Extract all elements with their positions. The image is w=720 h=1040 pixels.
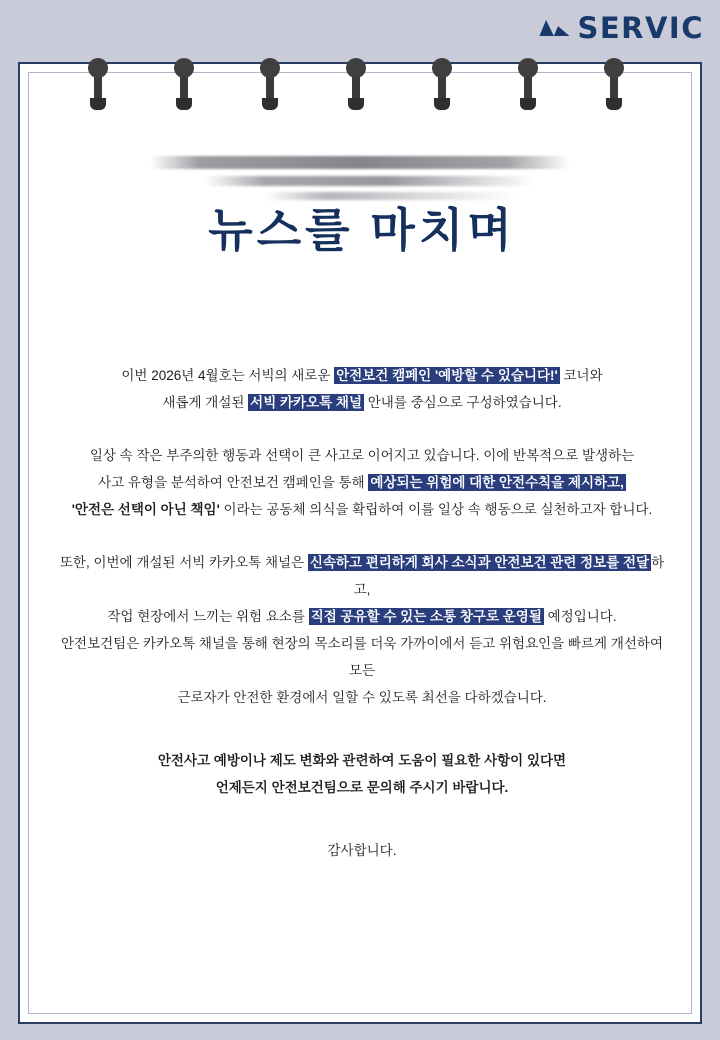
paragraph-line xyxy=(56,630,668,684)
text-run: 감사합니다. xyxy=(327,843,397,858)
text-run: 안전사고 예방이나 제도 변화와 관련하여 도움이 필요한 사항이 있다면 xyxy=(157,753,567,768)
page-title: 뉴스를 마치며 xyxy=(208,204,516,256)
text-run: 또한, 이번에 개설된 서빅 카카오톡 채널은 xyxy=(59,555,308,570)
text-run: 작업 현장에서 느끼는 위험 요소를 xyxy=(107,609,309,624)
text-run: 사고 유형을 분석하여 안전보건 캠페인을 통해 xyxy=(98,475,369,490)
highlighted-text: 안전보건 캠페인 '예방할 수 있습니다!' xyxy=(336,368,558,383)
paragraph-intro xyxy=(56,362,668,416)
text-run: 일상 속 작은 부주의한 행동과 선택이 큰 사고로 이어지고 있습니다. 이에 반복적으로 발생하는 xyxy=(89,448,635,463)
paragraph-line xyxy=(56,684,668,711)
scribble-stroke-icon xyxy=(205,176,535,186)
brand-logo xyxy=(539,11,720,45)
paragraph-line xyxy=(56,837,668,864)
paragraph-line xyxy=(56,603,668,630)
text-run: 새롭게 개설된 xyxy=(162,395,249,410)
text-run: 근로자가 안전한 환경에서 일할 수 있도록 최선을 다하겠습니다. xyxy=(177,690,547,705)
text-run: '안전은 선택이 아닌 책임' xyxy=(71,502,220,517)
paragraph-thanks xyxy=(56,837,668,864)
brand-name: SERVIC xyxy=(577,11,704,45)
mountain-logo-icon xyxy=(539,20,569,36)
scribble-stroke-icon xyxy=(150,156,570,169)
paragraph-line xyxy=(56,362,668,389)
paragraph-line xyxy=(56,496,668,523)
highlighted-text: 신속하고 편리하게 회사 소식과 안전보건 관련 정보를 전달 xyxy=(309,555,650,570)
text-run: 언제든지 안전보건팀으로 문의해 주시기 바랍니다. xyxy=(215,780,509,795)
paragraph-line xyxy=(56,389,668,416)
text-run: 하고, xyxy=(353,555,665,597)
text-run: 이라는 공동체 의식을 확립하여 이를 일상 속 행동으로 실천하고자 합니다. xyxy=(219,502,653,517)
text-run: 이번 2026년 4월호는 서빅의 새로운 xyxy=(121,368,335,383)
highlighted-text: 직접 공유할 수 있는 소통 창구로 운영될 xyxy=(310,609,542,624)
highlighted-text: 예상되는 위험에 대한 안전수칙을 제시하고, xyxy=(370,475,624,490)
text-run: 안전보건팀은 카카오톡 채널을 통해 현장의 목소리를 더욱 가까이에서 듣고 위험요인을 빠르게 개선하여 모든 xyxy=(60,636,664,678)
paragraph-campaign xyxy=(56,442,668,523)
paragraph-kakao xyxy=(56,549,668,711)
text-run: 예정입니다. xyxy=(543,609,617,624)
paragraph-line xyxy=(56,442,668,469)
text-run: 안내를 중심으로 구성하였습니다. xyxy=(364,395,562,410)
body-copy xyxy=(56,362,668,864)
paragraph-line xyxy=(56,747,668,774)
paragraph-line xyxy=(56,469,668,496)
highlighted-text: 서빅 카카오톡 채널 xyxy=(250,395,362,410)
page-header xyxy=(0,0,720,56)
paragraph-line xyxy=(56,549,668,603)
title-block xyxy=(20,194,704,260)
paragraph-contact xyxy=(56,747,668,801)
notebook-page xyxy=(18,62,702,1024)
paragraph-line xyxy=(56,774,668,801)
text-run: 코너와 xyxy=(559,368,603,383)
